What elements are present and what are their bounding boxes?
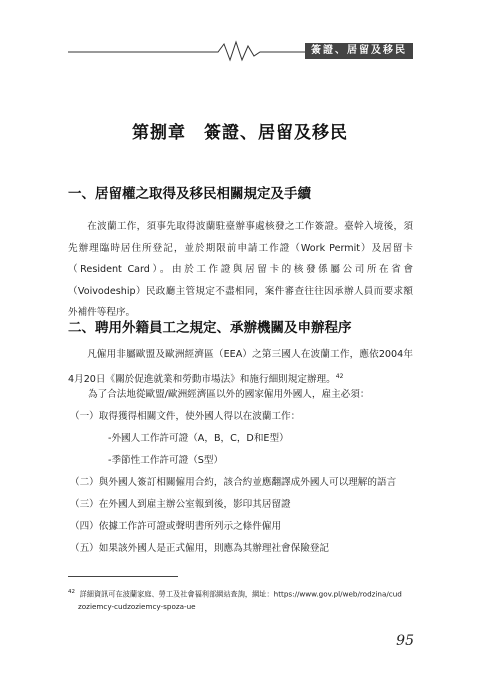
footnote-ref: 42 bbox=[335, 372, 344, 380]
running-header bbox=[68, 40, 413, 62]
list-intro: 為了合法地從歐盟/歐洲經濟區以外的國家僱用外國人，雇主必須： bbox=[88, 389, 370, 400]
footnote-line-2: zoziemcy-cudzoziemcy-spoza-ue bbox=[78, 602, 196, 612]
list-item: （二）與外國人簽訂相關僱用合約，該合約並應翻譯成外國人可以理解的語言 bbox=[70, 477, 397, 488]
footnote-divider bbox=[68, 576, 178, 577]
chapter-title: 第捌章 簽證、居留及移民 bbox=[132, 123, 348, 143]
list-item: （四）依據工作許可證或聲明書所列示之條件僱用 bbox=[70, 521, 282, 532]
section-1-paragraph: 在波蘭工作，須事先取得波蘭駐臺辦事處核發之工作簽證。臺幹入境後，須先辦理臨時居住所登記，並於期限前申請工作證（Work Permit）及居留卡（Resident Card）。由於工作證與居留卡的核發係屬公司所在省會（Voivodeship）民政廳主管規定不盡相同，案件審查往往因承辦人員而要求額外補件等程序。 bbox=[68, 221, 413, 318]
list-subitem: -外國人工作許可證（A，B，C，D和E型） bbox=[108, 433, 289, 444]
footnote bbox=[68, 586, 413, 613]
list-item: （三）在外國人到雇主辦公室報到後，影印其居留證 bbox=[70, 499, 291, 510]
page-number: 95 bbox=[396, 633, 414, 649]
header-badge: 簽證、居留及移民 bbox=[305, 43, 413, 59]
list-item: （五）如果該外國人是正式僱用，則應為其辦理社會保險登記 bbox=[70, 543, 330, 554]
requirements-list bbox=[68, 384, 413, 560]
list-item: （一）取得獲得相關文件，使外國人得以在波蘭工作： bbox=[70, 411, 301, 422]
section-title-2: 二、聘用外籍員工之規定、承辦機關及申辦程序 bbox=[68, 320, 352, 336]
footnote-line-1: $^{42}$ 詳細資訊可在波蘭家庭、勞工及社會福利部網站查詢，網址：https://www.gov.pl/web/rodzina/cud bbox=[68, 589, 402, 599]
section-title-1: 一、居留權之取得及移民相關規定及手續 bbox=[68, 186, 311, 202]
list-subitem: -季節性工作許可證（S型） bbox=[108, 455, 224, 466]
section-2-paragraph-text: 凡僱用非屬歐盟及歐洲經濟區（EEA）之第三國人在波蘭工作，應依2004年4月20日《關於促進就業和勞動市場法》和施行細則規定辦理。 bbox=[68, 349, 413, 385]
footnote-number: 42 bbox=[68, 589, 75, 595]
